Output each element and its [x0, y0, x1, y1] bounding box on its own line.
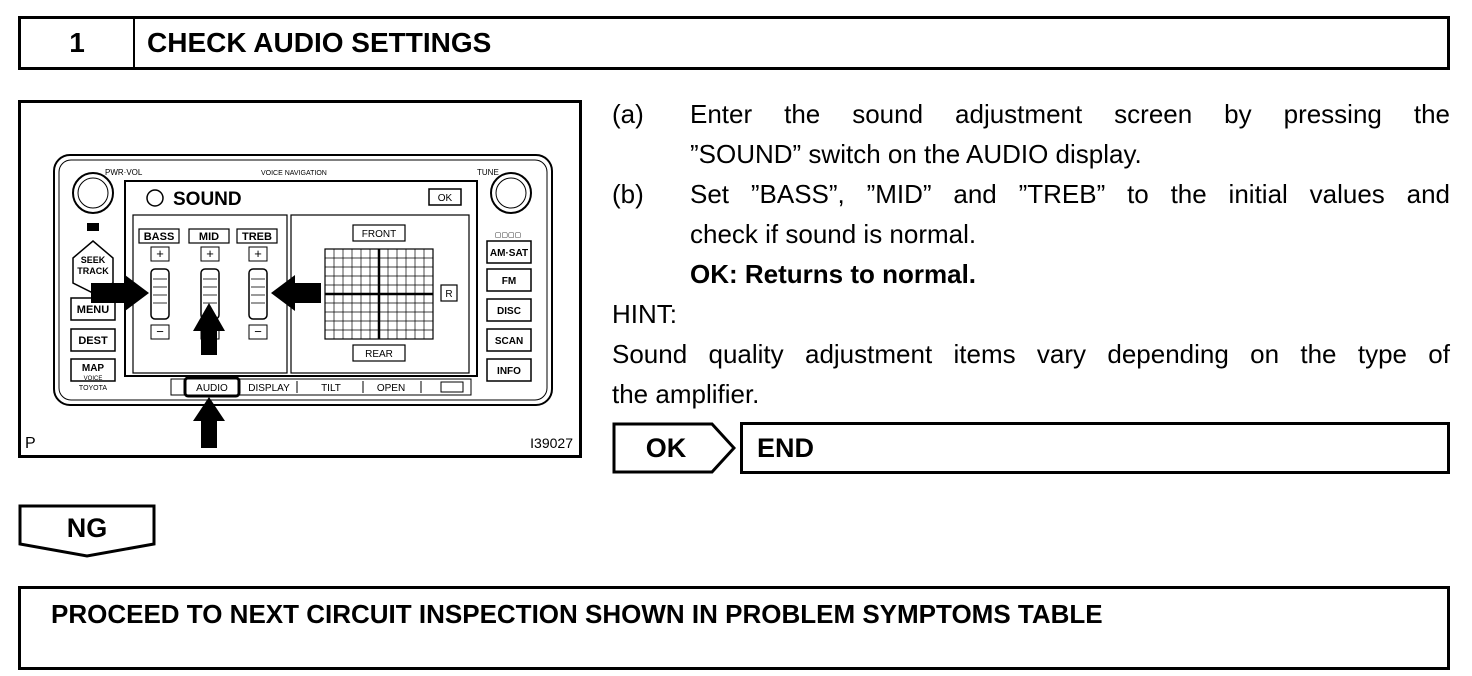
audio-panel-illustration: [21, 103, 579, 455]
svg-text:+: +: [254, 246, 262, 261]
svg-text:MENU: MENU: [76, 304, 110, 316]
svg-text:SCAN: SCAN: [494, 336, 524, 347]
svg-text:OK: OK: [437, 193, 453, 204]
treb-label: TREB: [242, 231, 272, 243]
svg-text:−: −: [156, 324, 164, 339]
ng-result-tag: [18, 504, 156, 558]
svg-text:+: +: [206, 246, 214, 261]
bass-label: BASS: [143, 231, 175, 243]
treb-slider: [249, 269, 267, 319]
ok-result-tag: [612, 422, 736, 474]
tilt-button: TILT: [321, 383, 341, 394]
hint-line2: the amplifier.: [612, 379, 760, 409]
volume-knob: [73, 173, 113, 213]
step-b-line2: check if sound is normal.: [690, 219, 977, 249]
display-button: DISPLAY: [248, 383, 290, 394]
arrow-to-mid: [193, 303, 225, 355]
end-result-box: [740, 422, 1450, 474]
svg-text:DEST: DEST: [78, 335, 108, 347]
sound-screen-title: SOUND: [173, 189, 242, 210]
audio-panel-figure: [18, 100, 582, 458]
svg-text:FRONT: FRONT: [361, 229, 397, 240]
step-a-line2: ”SOUND” switch on the AUDIO display.: [690, 139, 1142, 169]
toyota-brand: TOYOTA: [78, 385, 108, 392]
svg-text:INFO: INFO: [497, 366, 521, 377]
svg-text:DISC: DISC: [497, 306, 521, 317]
tune-label: TUNE: [477, 168, 499, 177]
open-button: OPEN: [376, 383, 406, 394]
proceed-box: [18, 586, 1450, 670]
ng-result-label: NG: [66, 512, 108, 543]
svg-text:R: R: [445, 289, 453, 300]
step-a-label: (a): [612, 99, 644, 129]
voice-nav-label: VOICE NAVIGATION: [261, 170, 327, 177]
svg-text:−: −: [254, 324, 262, 339]
svg-text:VOICE: VOICE: [83, 376, 103, 382]
hint-label: HINT:: [612, 299, 677, 329]
step-b-line1: Set ”BASS”, ”MID” and ”TREB” to the initial values and: [690, 179, 1450, 209]
svg-text:AUDIO: AUDIO: [196, 383, 228, 394]
proceed-instruction: PROCEED TO NEXT CIRCUIT INSPECTION SHOWN IN PROBLEM SYMPTOMS TABLE: [51, 599, 1103, 629]
step-title: CHECK AUDIO SETTINGS: [147, 27, 492, 58]
instructions: [612, 94, 1452, 414]
svg-text:TRACK: TRACK: [77, 266, 109, 276]
mid-label: MID: [198, 231, 220, 243]
end-result-label: END: [757, 432, 815, 463]
bass-slider: [151, 269, 169, 319]
balance-fader-grid: [325, 249, 433, 339]
step-header: [18, 16, 1450, 70]
svg-text:AM·SAT: AM·SAT: [489, 248, 529, 259]
svg-text:REAR: REAR: [365, 349, 393, 360]
step-b-label: (b): [612, 179, 644, 209]
svg-text:▢▢▢▢: ▢▢▢▢: [494, 232, 522, 239]
ok-note: OK: Returns to normal.: [690, 259, 977, 289]
svg-text:MAP: MAP: [81, 363, 105, 374]
arrow-to-treb: [271, 275, 321, 311]
figure-reference-number: I39027: [530, 435, 573, 451]
step-number: 1: [21, 19, 135, 67]
svg-text:SEEK: SEEK: [80, 255, 106, 265]
tune-knob: [491, 173, 531, 213]
pwr-vol-label: PWR·VOL: [105, 168, 143, 177]
hint-line1: Sound quality adjustment items vary depending on the type of: [612, 339, 1450, 369]
step-a-line1: Enter the sound adjustment screen by pressing the: [690, 99, 1450, 129]
figure-corner-left: P: [25, 435, 36, 452]
svg-text:+: +: [156, 246, 164, 261]
ok-result-label: OK: [645, 432, 687, 463]
svg-text:FM: FM: [501, 276, 517, 287]
sound-icon: [147, 190, 163, 206]
